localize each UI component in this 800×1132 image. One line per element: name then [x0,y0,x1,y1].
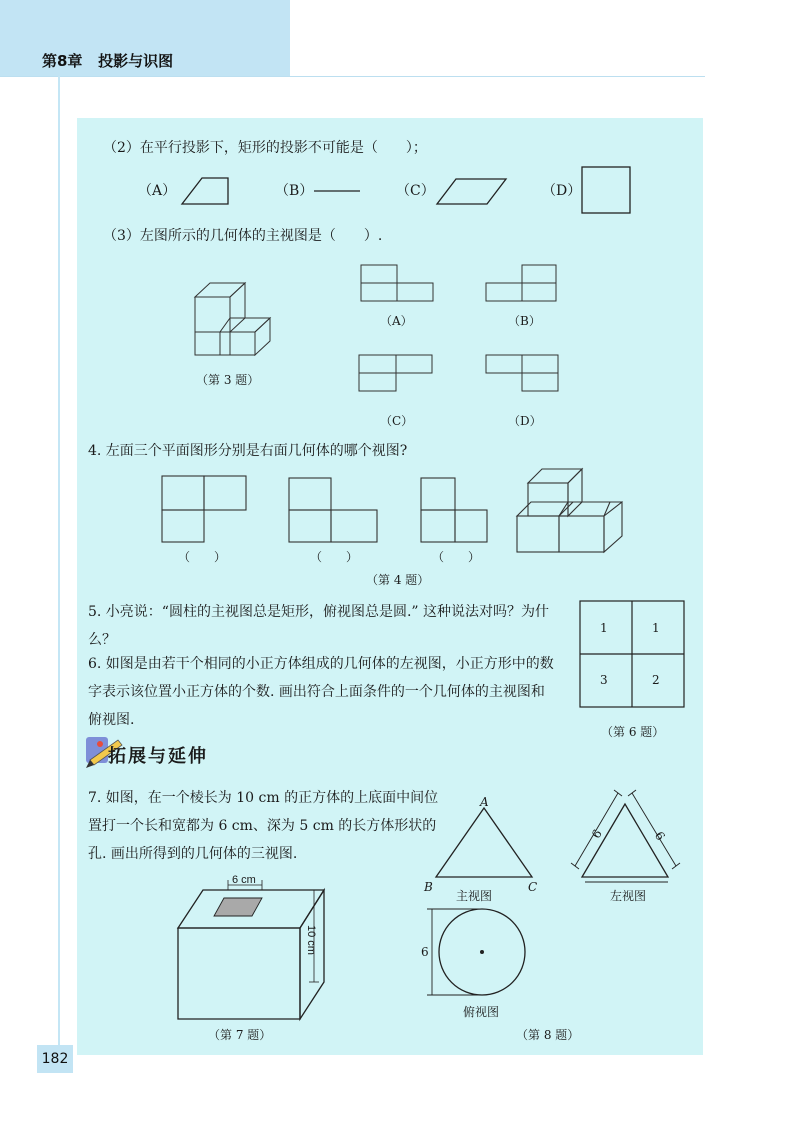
q3-option-a-label: （A） [380,314,413,328]
q8-vertex-b: B [424,880,433,894]
q3-stem: （3）左图所示的几何体的主视图是（ ）. [103,228,383,244]
q5-text: 5. 小亮说：“圆柱的主视图总是矩形，俯视图总是圆.” 这种说法对吗？为什么？ [88,604,550,648]
q6-grid-cell-2: 1 [652,621,660,635]
q4-blank-3: （ ） [432,550,481,564]
q7-caption: （第 7 题） [208,1028,272,1042]
q2-option-a: （A） [138,183,177,199]
q8-front-triangle [436,808,532,877]
q6-caption: （第 6 题） [601,725,665,739]
q8-caption: （第 8 题） [516,1028,580,1042]
q6-grid-cell-4: 2 [652,673,660,687]
q3-option-c-label: （C） [380,414,414,428]
q3-option-b-label: （B） [508,314,541,328]
q2-option-b: （B） [275,183,314,199]
q8-top-view-label: 俯视图 [463,1005,500,1019]
q6-grid-cell-1: 1 [600,621,608,635]
q4-stem: 4. 左面三个平面图形分别是右面几何体的哪个视图? [88,443,408,459]
q3-option-d-label: （D） [508,414,542,428]
q8-diameter-label: 6 [421,945,429,959]
q7-text: 7. 如图，在一个棱长为 10 cm 的正方体的上底面中间位置打一个长和宽都为 6 cm、深为 5 cm 的长方体形状的孔. 画出所得到的几何体的三视图. [88,790,439,862]
q8-front-view-label: 主视图 [456,889,493,903]
q8-vertex-c: C [528,880,538,894]
q8-side-length-right: 6 [651,829,668,843]
chapter-number: 第8章 [42,52,83,70]
q8-left-view-label: 左视图 [610,889,647,903]
q7-dimension-top: 6 cm [232,874,256,886]
q6-text: 6. 如图是由若干个相同的小正方体组成的几何体的左视图，小正方形中的数字表示该位置小正方体的个数. 画出符合上面条件的一个几何体的主视图和俯视图. [88,656,554,728]
q4-blank-2: （ ） [310,550,359,564]
q2-stem: （2）在平行投影下，矩形的投影不可能是（ ）； [103,140,427,156]
section-title: 拓展与延伸 [108,746,208,767]
q4-blank-1: （ ） [178,550,227,564]
q2-option-d: （D） [542,183,582,199]
page-number: 182 [37,1045,73,1073]
q7-dimension-side: 10 cm [304,925,317,955]
q4-caption: （第 4 题） [366,573,430,587]
q8-side-length-left: 6 [588,827,605,841]
q8-vertex-a: A [480,795,489,809]
q6-grid-cell-3: 3 [600,673,608,687]
q3-figure-caption: （第 3 题） [196,373,260,387]
q2-option-c: （C） [396,183,435,199]
chapter-title: 投影与识图 [98,52,174,70]
